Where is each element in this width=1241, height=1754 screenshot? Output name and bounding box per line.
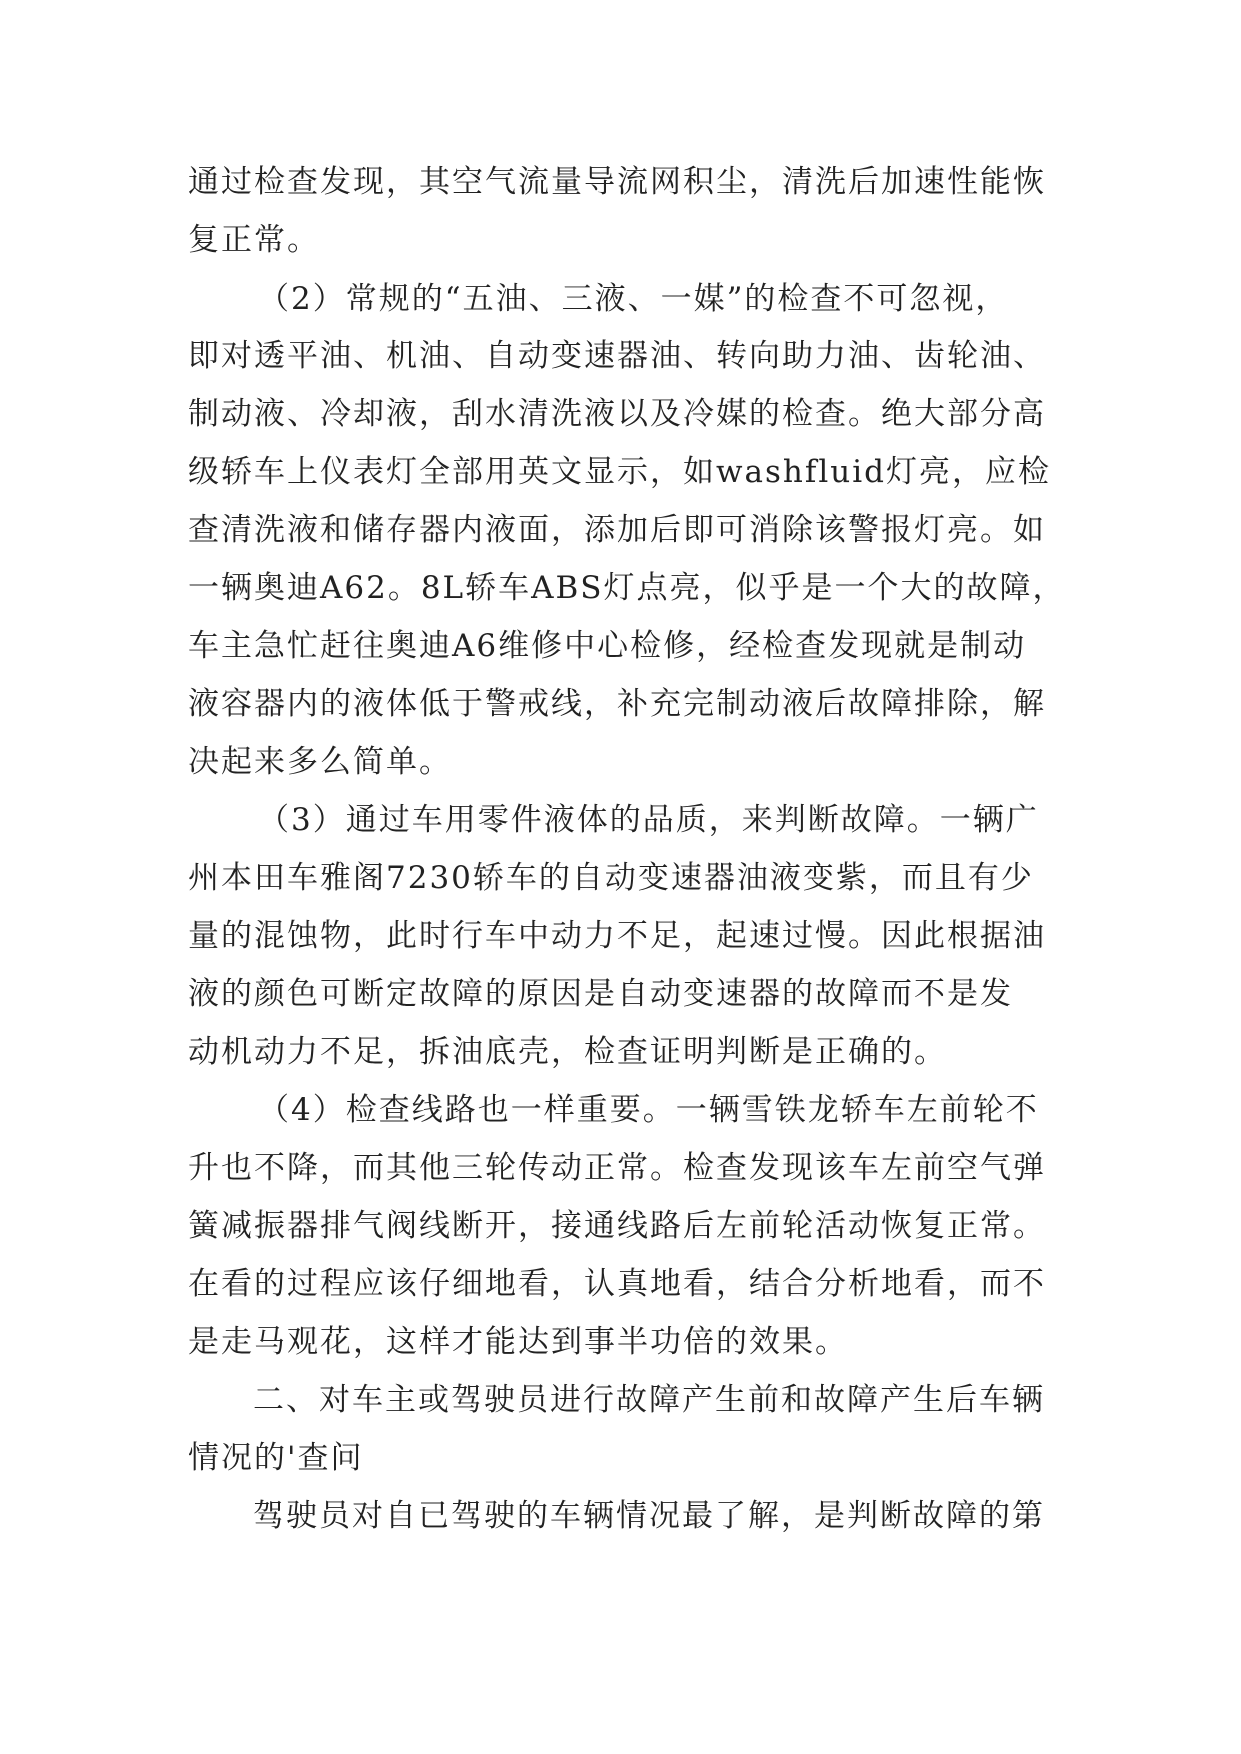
text-line-19: 簧减振器排气阀线断开，接通线路后左前轮活动恢复正常。 — [188, 1208, 1046, 1244]
text-line-18: 升也不降，而其他三轮传动正常。检查发现该车左前空气弹 — [188, 1150, 1046, 1186]
text-line-9: 车主急忙赶往奥迪A6维修中心检修，经检查发现就是制动 — [188, 628, 1027, 664]
text-line-16: 动机动力不足，拆油底壳，检查证明判断是正确的。 — [188, 1034, 947, 1070]
text-line-8: 一辆奥迪A62。8L轿车ABS灯点亮，似乎是一个大的故障， — [188, 570, 1066, 606]
text-line-22: 二、对车主或驾驶员进行故障产生前和故障产生后车辆 — [253, 1382, 1045, 1418]
text-line-3: （2）常规的“五油、三液、一媒”的检查不可忽视， — [258, 281, 1009, 317]
text-line-6: 级轿车上仪表灯全部用英文显示，如washfluid灯亮，应检 — [188, 454, 1052, 490]
text-line-24: 驾驶员对自已驾驶的车辆情况最了解，是判断故障的第 — [253, 1498, 1045, 1534]
text-line-10: 液容器内的液体低于警戒线，补充完制动液后故障排除，解 — [188, 686, 1046, 722]
text-line-4: 即对透平油、机油、自动变速器油、转向助力油、齿轮油、 — [188, 338, 1046, 374]
text-line-13: 州本田车雅阁7230轿车的自动变速器油液变紫，而且有少 — [188, 860, 1034, 896]
text-line-14: 量的混蚀物，此时行车中动力不足，起速过慢。因此根据油 — [188, 918, 1046, 954]
text-line-15: 液的颜色可断定故障的原因是自动变速器的故障而不是发 — [188, 976, 1013, 1012]
text-line-11: 决起来多么简单。 — [188, 744, 452, 780]
text-line-21: 是走马观花，这样才能达到事半功倍的效果。 — [188, 1324, 848, 1360]
text-line-1: 通过检查发现，其空气流量导流网积尘，清洗后加速性能恢 — [188, 164, 1046, 200]
text-line-17: （4）检查线路也一样重要。一辆雪铁龙轿车左前轮不 — [258, 1092, 1039, 1128]
text-line-5: 制动液、冷却液，刮水清洗液以及冷媒的检查。绝大部分高 — [188, 396, 1046, 432]
text-line-12: （3）通过车用零件液体的品质，来判断故障。一辆广 — [258, 802, 1039, 838]
text-line-7: 查清洗液和储存器内液面，添加后即可消除该警报灯亮。如 — [188, 512, 1046, 548]
text-line-20: 在看的过程应该仔细地看，认真地看，结合分析地看，而不 — [188, 1266, 1046, 1302]
text-line-23: 情况的'查问 — [188, 1440, 364, 1476]
text-line-2: 复正常。 — [188, 222, 320, 258]
